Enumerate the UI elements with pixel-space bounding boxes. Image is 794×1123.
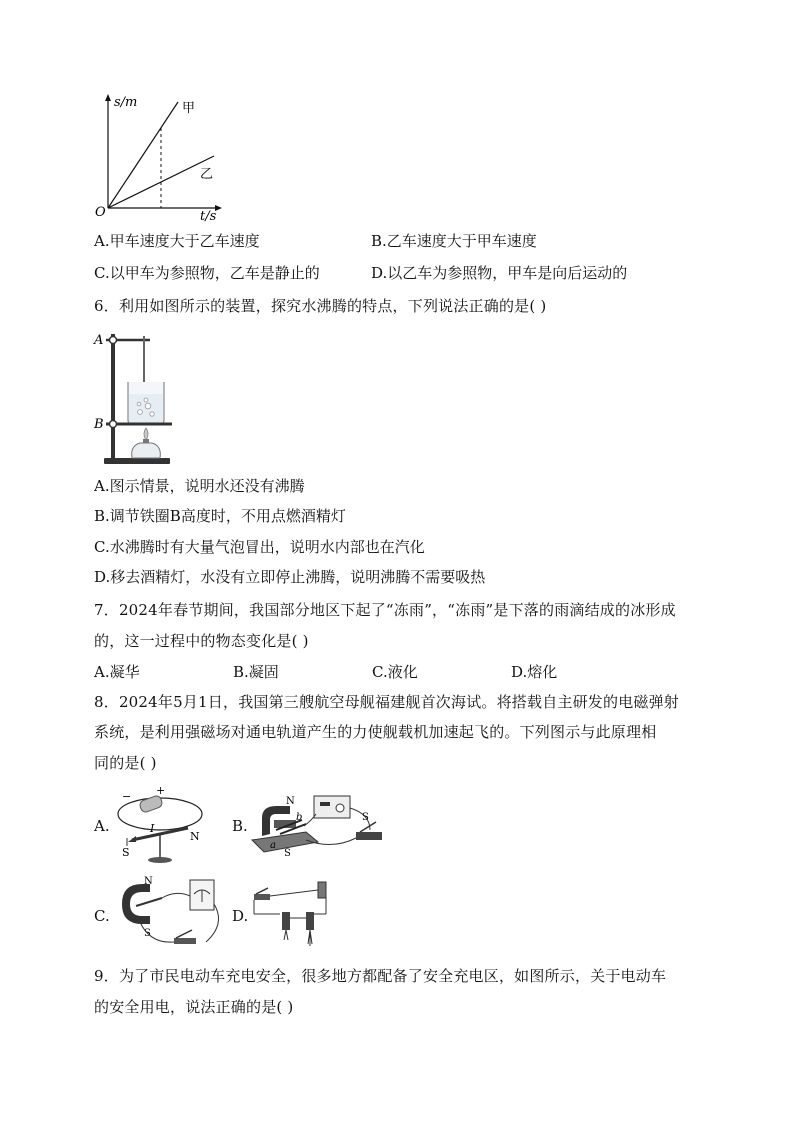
- q8-fig-a-label: A.: [94, 817, 110, 835]
- switch-label: S: [362, 812, 369, 823]
- q8-stem-line3: 同的是( ): [94, 754, 157, 772]
- plus-label: +: [156, 784, 166, 797]
- q7-stem-line1: 7．2024年春节期间，我国部分地区下起了“冻雨”，“冻雨”是下落的雨滴结成的冰形成: [94, 601, 676, 619]
- q8-stem-line1: 8．2024年5月1日，我国第三艘航空母舰福建舰首次海试。将搭载自主研发的电磁弹射: [94, 693, 680, 711]
- line-yi-label: 乙: [200, 167, 214, 182]
- label-a: A: [94, 333, 104, 348]
- q8-fig-d-label: D.: [232, 907, 249, 925]
- x-axis-label: t/s: [200, 209, 217, 222]
- q6-stem: 6．利用如图所示的装置，探究水沸腾的特点，下列说法正确的是( ): [94, 297, 547, 315]
- south-label: S: [284, 848, 291, 859]
- q9-stem-line1: 9．为了市民电动车充电安全，很多地方都配备了安全充电区，如图所示，关于电动车: [94, 967, 667, 985]
- q8-figure-b: [246, 790, 386, 862]
- b-label: b: [296, 812, 303, 823]
- q7-option-d: D.熔化: [511, 663, 558, 681]
- q5-option-a: A.甲车速度大于乙车速度: [94, 232, 260, 250]
- q7-option-c: C.液化: [372, 663, 418, 681]
- q7-option-a: A.凝华: [94, 663, 140, 681]
- q5-option-d: D.以乙车为参照物，甲车是向后运动的: [371, 264, 628, 282]
- q7-stem-line2: 的，这一过程中的物态变化是( ): [94, 632, 309, 650]
- y-axis-label: s/m: [114, 95, 138, 110]
- line-jia: [108, 102, 178, 208]
- q8-fig-b-label: B.: [232, 817, 248, 835]
- q6-option-c: C.水沸腾时有大量气泡冒出，说明水内部也在汽化: [94, 538, 425, 556]
- q6-option-d: D.移去酒精灯，水没有立即停止沸腾，说明沸腾不需要吸热: [94, 568, 486, 586]
- st-graph: [92, 92, 232, 222]
- south-label: S: [122, 846, 130, 859]
- current-label: I: [150, 822, 155, 835]
- q8-fig-c-label: C.: [94, 907, 110, 925]
- north-label: N: [286, 796, 295, 807]
- q7-option-b: B.凝固: [233, 663, 279, 681]
- label-b: B: [94, 417, 104, 432]
- q6-option-b: B.调节铁圈B高度时，不用点燃酒精灯: [94, 507, 346, 525]
- q8-figure-c: [110, 874, 230, 954]
- q9-stem-line2: 的安全用电，说法正确的是( ): [94, 998, 294, 1016]
- boiling-apparatus-figure: [92, 328, 182, 468]
- line-jia-label: 甲: [182, 101, 196, 116]
- q8-figure-d: [250, 878, 340, 950]
- origin-label: O: [95, 205, 106, 220]
- q5-option-b: B.乙车速度大于甲车速度: [371, 232, 537, 250]
- south-label: S: [144, 928, 151, 939]
- north-label: N: [190, 830, 200, 843]
- q8-figure-a: [110, 784, 210, 868]
- north-label: N: [144, 876, 153, 887]
- q5-option-c: C.以甲车为参照物，乙车是静止的: [94, 264, 320, 282]
- q8-stem-line2: 系统，是利用强磁场对通电轨道产生的力使舰载机加速起飞的。下列图示与此原理相: [94, 723, 657, 741]
- minus-label: −: [122, 790, 132, 803]
- a-label: a: [270, 840, 276, 851]
- q6-option-a: A.图示情景，说明水还没有沸腾: [94, 477, 305, 495]
